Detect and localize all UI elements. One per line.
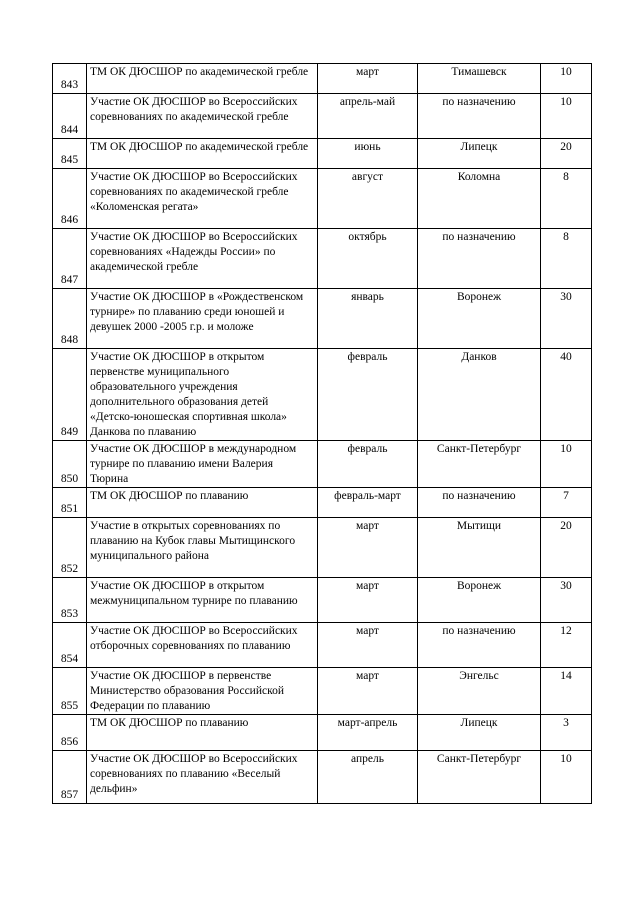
event-place-cell: по назначению xyxy=(418,488,541,518)
table-row xyxy=(53,229,592,289)
event-name-cell: Участие в открытых соревнованиях по плаванию на Кубок главы Мытищинского муниципального района xyxy=(87,518,318,578)
event-date-cell: март xyxy=(318,518,418,578)
participants-count-cell: 7 xyxy=(541,488,592,518)
participants-count-cell: 8 xyxy=(541,169,592,229)
event-date-cell: август xyxy=(318,169,418,229)
row-number-cell: 845 xyxy=(53,139,87,169)
row-number-cell: 846 xyxy=(53,169,87,229)
row-number-cell: 857 xyxy=(53,751,87,804)
table-row xyxy=(53,578,592,623)
table-row xyxy=(53,715,592,751)
event-place-cell: Санкт-Петербург xyxy=(418,751,541,804)
table-row xyxy=(53,289,592,349)
event-name-cell: Участие ОК ДЮСШОР в открытом первенстве муниципального образовательного учреждения дополнительного образования детей «Детско-юношеская спортивная школа» Данкова по плаванию xyxy=(87,349,318,441)
row-number-cell: 843 xyxy=(53,64,87,94)
row-number-cell: 848 xyxy=(53,289,87,349)
row-number-cell: 854 xyxy=(53,623,87,668)
event-date-cell: февраль-март xyxy=(318,488,418,518)
event-name-cell: Участие ОК ДЮСШОР в международном турнире по плаванию имени Валерия Тюрина xyxy=(87,441,318,488)
event-place-cell: Липецк xyxy=(418,139,541,169)
event-date-cell: март xyxy=(318,64,418,94)
event-place-cell: Мытищи xyxy=(418,518,541,578)
participants-count-cell: 10 xyxy=(541,441,592,488)
participants-count-cell: 14 xyxy=(541,668,592,715)
table-row xyxy=(53,349,592,441)
event-place-cell: Коломна xyxy=(418,169,541,229)
event-name-cell: ТМ ОК ДЮСШОР по плаванию xyxy=(87,715,318,751)
event-date-cell: январь xyxy=(318,289,418,349)
row-number-cell: 849 xyxy=(53,349,87,441)
row-number-cell: 850 xyxy=(53,441,87,488)
event-place-cell: Энгельс xyxy=(418,668,541,715)
table-row xyxy=(53,64,592,94)
participants-count-cell: 10 xyxy=(541,94,592,139)
event-name-cell: ТМ ОК ДЮСШОР по академической гребле xyxy=(87,139,318,169)
event-name-cell: Участие ОК ДЮСШОР в открытом межмуниципальном турнире по плаванию xyxy=(87,578,318,623)
event-place-cell: Данков xyxy=(418,349,541,441)
table-row xyxy=(53,518,592,578)
participants-count-cell: 10 xyxy=(541,64,592,94)
participants-count-cell: 12 xyxy=(541,623,592,668)
event-name-cell: Участие ОК ДЮСШОР в «Рождественском турнире» по плаванию среди юношей и девушек 2000 -2005 г.р. и моложе xyxy=(87,289,318,349)
event-name-cell: ТМ ОК ДЮСШОР по академической гребле xyxy=(87,64,318,94)
table-row xyxy=(53,94,592,139)
event-name-cell: ТМ ОК ДЮСШОР по плаванию xyxy=(87,488,318,518)
event-date-cell: февраль xyxy=(318,441,418,488)
table-row xyxy=(53,441,592,488)
participants-count-cell: 3 xyxy=(541,715,592,751)
event-date-cell: октябрь xyxy=(318,229,418,289)
table-row xyxy=(53,139,592,169)
event-name-cell: Участие ОК ДЮСШОР в первенстве Министерство образования Российской Федерации по плаванию xyxy=(87,668,318,715)
table-row xyxy=(53,751,592,804)
document-page xyxy=(52,63,591,804)
event-name-cell: Участие ОК ДЮСШОР во Всероссийских соревнованиях по плаванию «Веселый дельфин» xyxy=(87,751,318,804)
row-number-cell: 856 xyxy=(53,715,87,751)
event-date-cell: апрель xyxy=(318,751,418,804)
event-place-cell: Воронеж xyxy=(418,289,541,349)
row-number-cell: 851 xyxy=(53,488,87,518)
participants-count-cell: 8 xyxy=(541,229,592,289)
participants-count-cell: 20 xyxy=(541,518,592,578)
table-row xyxy=(53,623,592,668)
events-table xyxy=(52,63,592,804)
event-place-cell: Тимашевск xyxy=(418,64,541,94)
table-row xyxy=(53,488,592,518)
event-name-cell: Участие ОК ДЮСШОР во Всероссийских соревнованиях «Надежды России» по академической гребле xyxy=(87,229,318,289)
event-date-cell: февраль xyxy=(318,349,418,441)
event-place-cell: по назначению xyxy=(418,94,541,139)
participants-count-cell: 40 xyxy=(541,349,592,441)
event-name-cell: Участие ОК ДЮСШОР во Всероссийских отборочных соревнованиях по плаванию xyxy=(87,623,318,668)
event-date-cell: июнь xyxy=(318,139,418,169)
event-place-cell: по назначению xyxy=(418,229,541,289)
event-date-cell: апрель-май xyxy=(318,94,418,139)
event-date-cell: март xyxy=(318,623,418,668)
participants-count-cell: 30 xyxy=(541,289,592,349)
event-date-cell: март xyxy=(318,578,418,623)
row-number-cell: 847 xyxy=(53,229,87,289)
event-date-cell: март-апрель xyxy=(318,715,418,751)
events-table-body xyxy=(53,64,592,804)
table-row xyxy=(53,668,592,715)
row-number-cell: 853 xyxy=(53,578,87,623)
row-number-cell: 852 xyxy=(53,518,87,578)
event-place-cell: Воронеж xyxy=(418,578,541,623)
event-place-cell: по назначению xyxy=(418,623,541,668)
event-place-cell: Санкт-Петербург xyxy=(418,441,541,488)
row-number-cell: 844 xyxy=(53,94,87,139)
event-name-cell: Участие ОК ДЮСШОР во Всероссийских соревнованиях по академической гребле xyxy=(87,94,318,139)
table-row xyxy=(53,169,592,229)
row-number-cell: 855 xyxy=(53,668,87,715)
participants-count-cell: 20 xyxy=(541,139,592,169)
event-date-cell: март xyxy=(318,668,418,715)
participants-count-cell: 30 xyxy=(541,578,592,623)
event-name-cell: Участие ОК ДЮСШОР во Всероссийских соревнованиях по академической гребле «Коломенская регата» xyxy=(87,169,318,229)
participants-count-cell: 10 xyxy=(541,751,592,804)
event-place-cell: Липецк xyxy=(418,715,541,751)
